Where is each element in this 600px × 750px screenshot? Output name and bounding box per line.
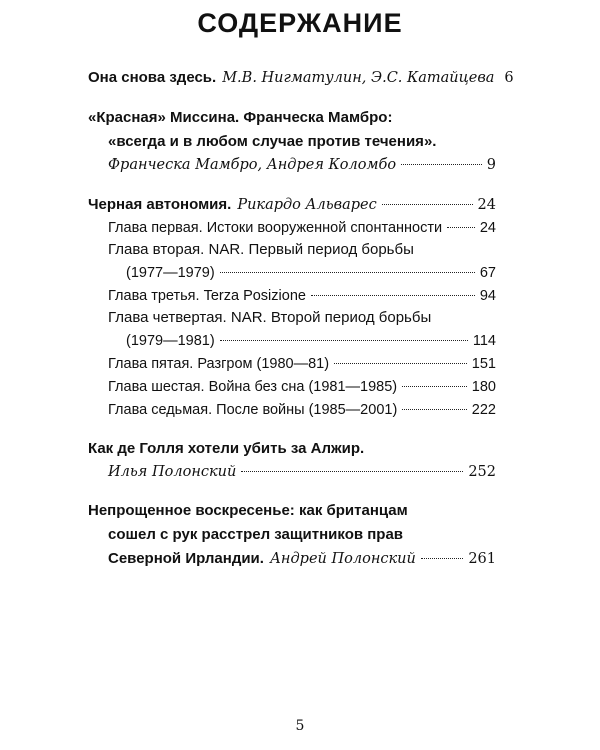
leader-dots bbox=[382, 204, 473, 205]
entry-page: 24 bbox=[477, 197, 496, 213]
chapter-entry bbox=[0, 330, 600, 352]
entry-title-line: сошел с рук расстрел защитников прав bbox=[108, 526, 404, 543]
leader-dots bbox=[401, 164, 482, 165]
entry-author: Андрей Полонский bbox=[269, 551, 416, 567]
entry-page: 6 bbox=[504, 70, 514, 86]
chapter-title-line: Глава четвертая. NAR. Второй период борьбы bbox=[108, 309, 432, 326]
leader-dots bbox=[447, 227, 475, 228]
chapter-title: Глава третья. Terza Posizione bbox=[108, 288, 306, 304]
toc-entry bbox=[0, 461, 600, 483]
chapter-entry bbox=[0, 376, 600, 398]
leader-dots bbox=[220, 340, 468, 341]
chapter-title: Глава шестая. Война без сна (1981—1985) bbox=[108, 379, 398, 395]
entry-title-line: Непрощенное воскресенье: как британцам bbox=[88, 502, 408, 519]
leader-dots bbox=[220, 272, 475, 273]
chapter-title: (1977—1979) bbox=[126, 265, 215, 281]
entry-title: Она снова здесь. bbox=[88, 69, 217, 86]
chapter-page: 67 bbox=[479, 265, 496, 281]
chapter-title: Глава седьмая. После войны (1985—2001) bbox=[108, 402, 398, 418]
entry-page: 9 bbox=[486, 157, 496, 173]
entry-author: Франческа Мамбро, Андрея Коломбо bbox=[108, 157, 397, 173]
entry-title-line: Северной Ирландии. bbox=[108, 550, 264, 567]
entry-title: Как де Голля хотели убить за Алжир. bbox=[88, 440, 365, 457]
chapter-page: 151 bbox=[471, 356, 496, 372]
chapter-entry bbox=[0, 262, 600, 284]
chapter-entry bbox=[0, 285, 600, 307]
chapter-page: 24 bbox=[479, 220, 496, 236]
chapter-entry bbox=[0, 217, 600, 239]
leader-dots bbox=[421, 558, 463, 559]
entry-page: 261 bbox=[468, 551, 496, 567]
entry-author: Рикардо Альварес bbox=[237, 197, 377, 213]
chapter-title: Глава пятая. Разгром (1980—81) bbox=[108, 356, 330, 372]
chapter-page: 180 bbox=[471, 379, 496, 395]
chapter-page: 94 bbox=[479, 288, 496, 304]
entry-title-line: «Красная» Миссина. Франческа Мамбро: bbox=[88, 109, 393, 126]
toc-entry bbox=[0, 548, 600, 570]
chapter-title: (1979—1981) bbox=[126, 333, 215, 349]
chapter-entry bbox=[0, 353, 600, 375]
leader-dots bbox=[311, 295, 475, 296]
entry-title: Черная автономия. bbox=[88, 196, 232, 213]
chapter-page: 222 bbox=[471, 402, 496, 418]
toc-heading: СОДЕРЖАНИЕ bbox=[197, 8, 403, 38]
entry-author: М.В. Нигматулин, Э.С. Катайцева bbox=[222, 70, 495, 86]
page-number: 5 bbox=[295, 718, 305, 734]
entry-page: 252 bbox=[468, 464, 496, 480]
toc-entry bbox=[0, 67, 600, 89]
chapter-page: 114 bbox=[472, 333, 496, 349]
chapter-title-line: Глава вторая. NAR. Первый период борьбы bbox=[108, 241, 414, 258]
chapter-entry bbox=[0, 399, 600, 421]
leader-dots bbox=[241, 471, 463, 472]
entry-title-line: «всегда и в любом случае против течения». bbox=[108, 133, 437, 150]
toc-entry bbox=[0, 194, 600, 216]
chapter-title: Глава первая. Истоки вооруженной спонтанности bbox=[108, 220, 443, 236]
entry-author: Илья Полонский bbox=[108, 464, 237, 480]
leader-dots bbox=[402, 409, 467, 410]
toc-entry bbox=[0, 154, 600, 176]
leader-dots bbox=[334, 363, 467, 364]
leader-dots bbox=[402, 386, 467, 387]
